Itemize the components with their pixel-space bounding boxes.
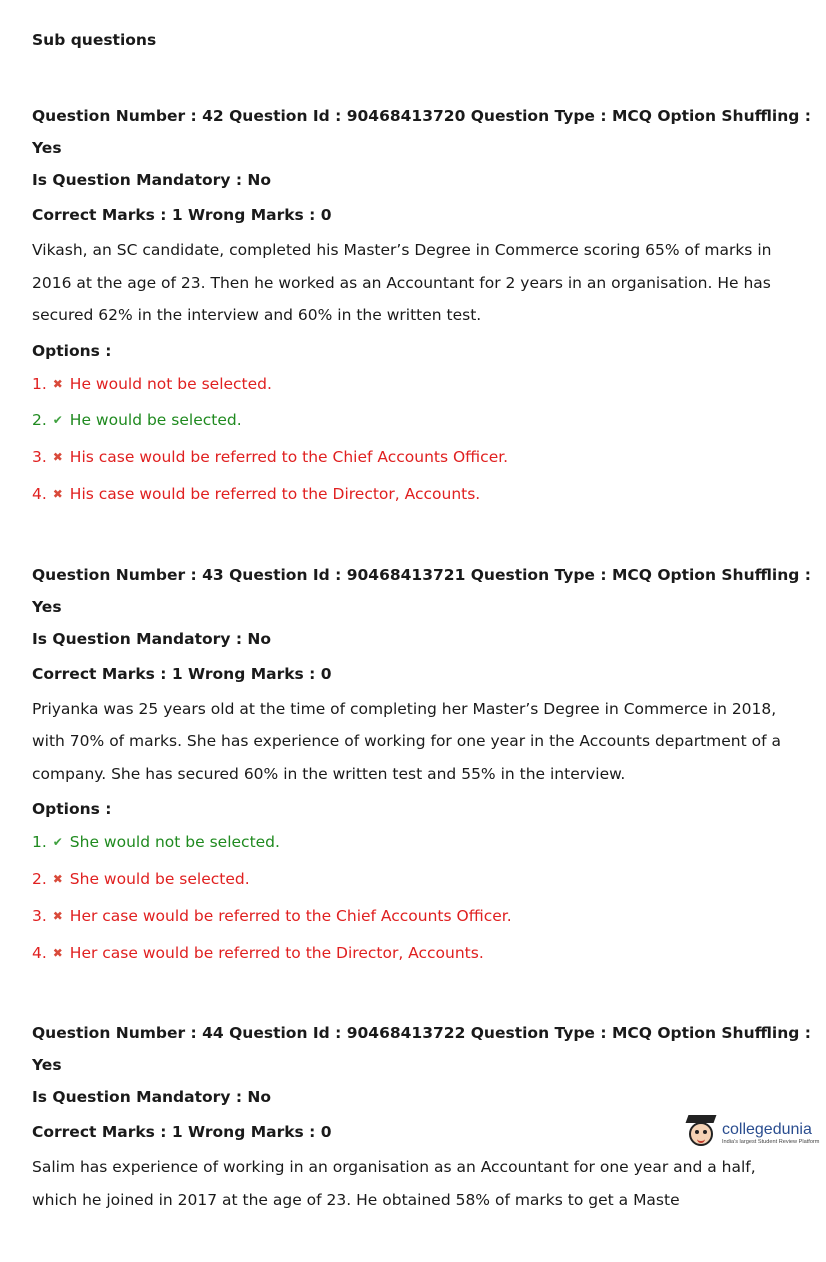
question-text-line: which he joined in 2017 at the age of 23. He obtained 58% of marks to get a Maste [32,1190,680,1209]
question-marks: Correct Marks : 1 Wrong Marks : 0 [32,206,332,224]
question-mandatory: Is Question Mandatory : No [32,629,272,648]
question-text-line: Salim has experience of working in an organisation as an Accountant for one year and a half, [32,1158,756,1177]
option-number: 4. [32,943,47,962]
option-item [32,476,812,513]
option-text: Her case would be referred to the Director, Accounts. [69,943,484,962]
sub-questions-title: Sub questions [32,31,157,49]
cross-icon: ✖ [52,486,63,501]
options-label: Options : [32,341,112,360]
option-number: 3. [32,448,47,467]
option-item [32,935,812,972]
option-number: 1. [32,374,47,393]
option-text: He would not be selected. [69,374,272,393]
option-text: His case would be referred to the Director, Accounts. [69,484,481,503]
cross-icon: ✖ [52,450,63,465]
option-text: He would be selected. [69,411,242,430]
option-item [32,366,812,403]
question-header: Question Number : 43 Question Id : 90468413721 Question Type : MCQ Option Shuffling : Yes [32,565,811,616]
option-item [32,824,812,861]
collegedunia-logo [684,1108,826,1158]
logo-tagline: India's largest Student Review Platform [722,1138,820,1145]
question-mandatory: Is Question Mandatory : No [32,1088,272,1107]
question-marks: Correct Marks : 1 Wrong Marks : 0 [32,664,332,683]
option-number: 1. [32,833,47,852]
option-number: 3. [32,906,47,925]
question-block [32,559,812,972]
option-item [32,898,812,935]
question-text: Priyanka was 25 years old at the time of completing her Master’s Degree in Commerce in 2018, with 70% of marks. She has experience of working for one year in the Accounts department of a company. She has secured 60% in the written test and 55% in the interview. [32,699,782,783]
question-text: Vikash, an SC candidate, completed his Master’s Degree in Commerce scoring 65% of marks in 2016 at the age of 23. Then he worked as an Accountant for 2 years in an organisation. He has secured 62% in the interview and 60% in the written test. [32,241,772,324]
cross-icon: ✖ [52,945,63,960]
question-header: Question Number : 42 Question Id : 90468413720 Question Type : MCQ Option Shuffling : Yes [32,107,811,157]
option-number: 2. [32,869,47,888]
cross-icon: ✖ [52,376,63,391]
logo-name: collegedunia [722,1120,812,1138]
question-header: Question Number : 44 Question Id : 90468413722 Question Type : MCQ Option Shuffling : Yes [32,1024,811,1075]
mascot-icon [684,1115,718,1151]
document-page [32,26,812,1262]
option-text: She would be selected. [69,869,250,888]
option-number: 4. [32,484,47,503]
option-text: His case would be referred to the Chief Accounts Officer. [69,448,509,467]
question-marks: Correct Marks : 1 Wrong Marks : 0 [32,1123,332,1142]
option-item [32,402,812,439]
option-text: She would not be selected. [69,833,280,852]
question-block [32,100,812,513]
cross-icon: ✖ [52,871,63,886]
options-label: Options : [32,800,112,819]
cross-icon: ✖ [52,908,63,923]
check-icon: ✔ [52,835,63,850]
question-mandatory: Is Question Mandatory : No [32,171,272,189]
option-text: Her case would be referred to the Chief Accounts Officer. [69,906,512,925]
option-number: 2. [32,411,47,430]
check-icon: ✔ [52,413,63,428]
option-item [32,439,812,476]
option-item [32,861,812,898]
